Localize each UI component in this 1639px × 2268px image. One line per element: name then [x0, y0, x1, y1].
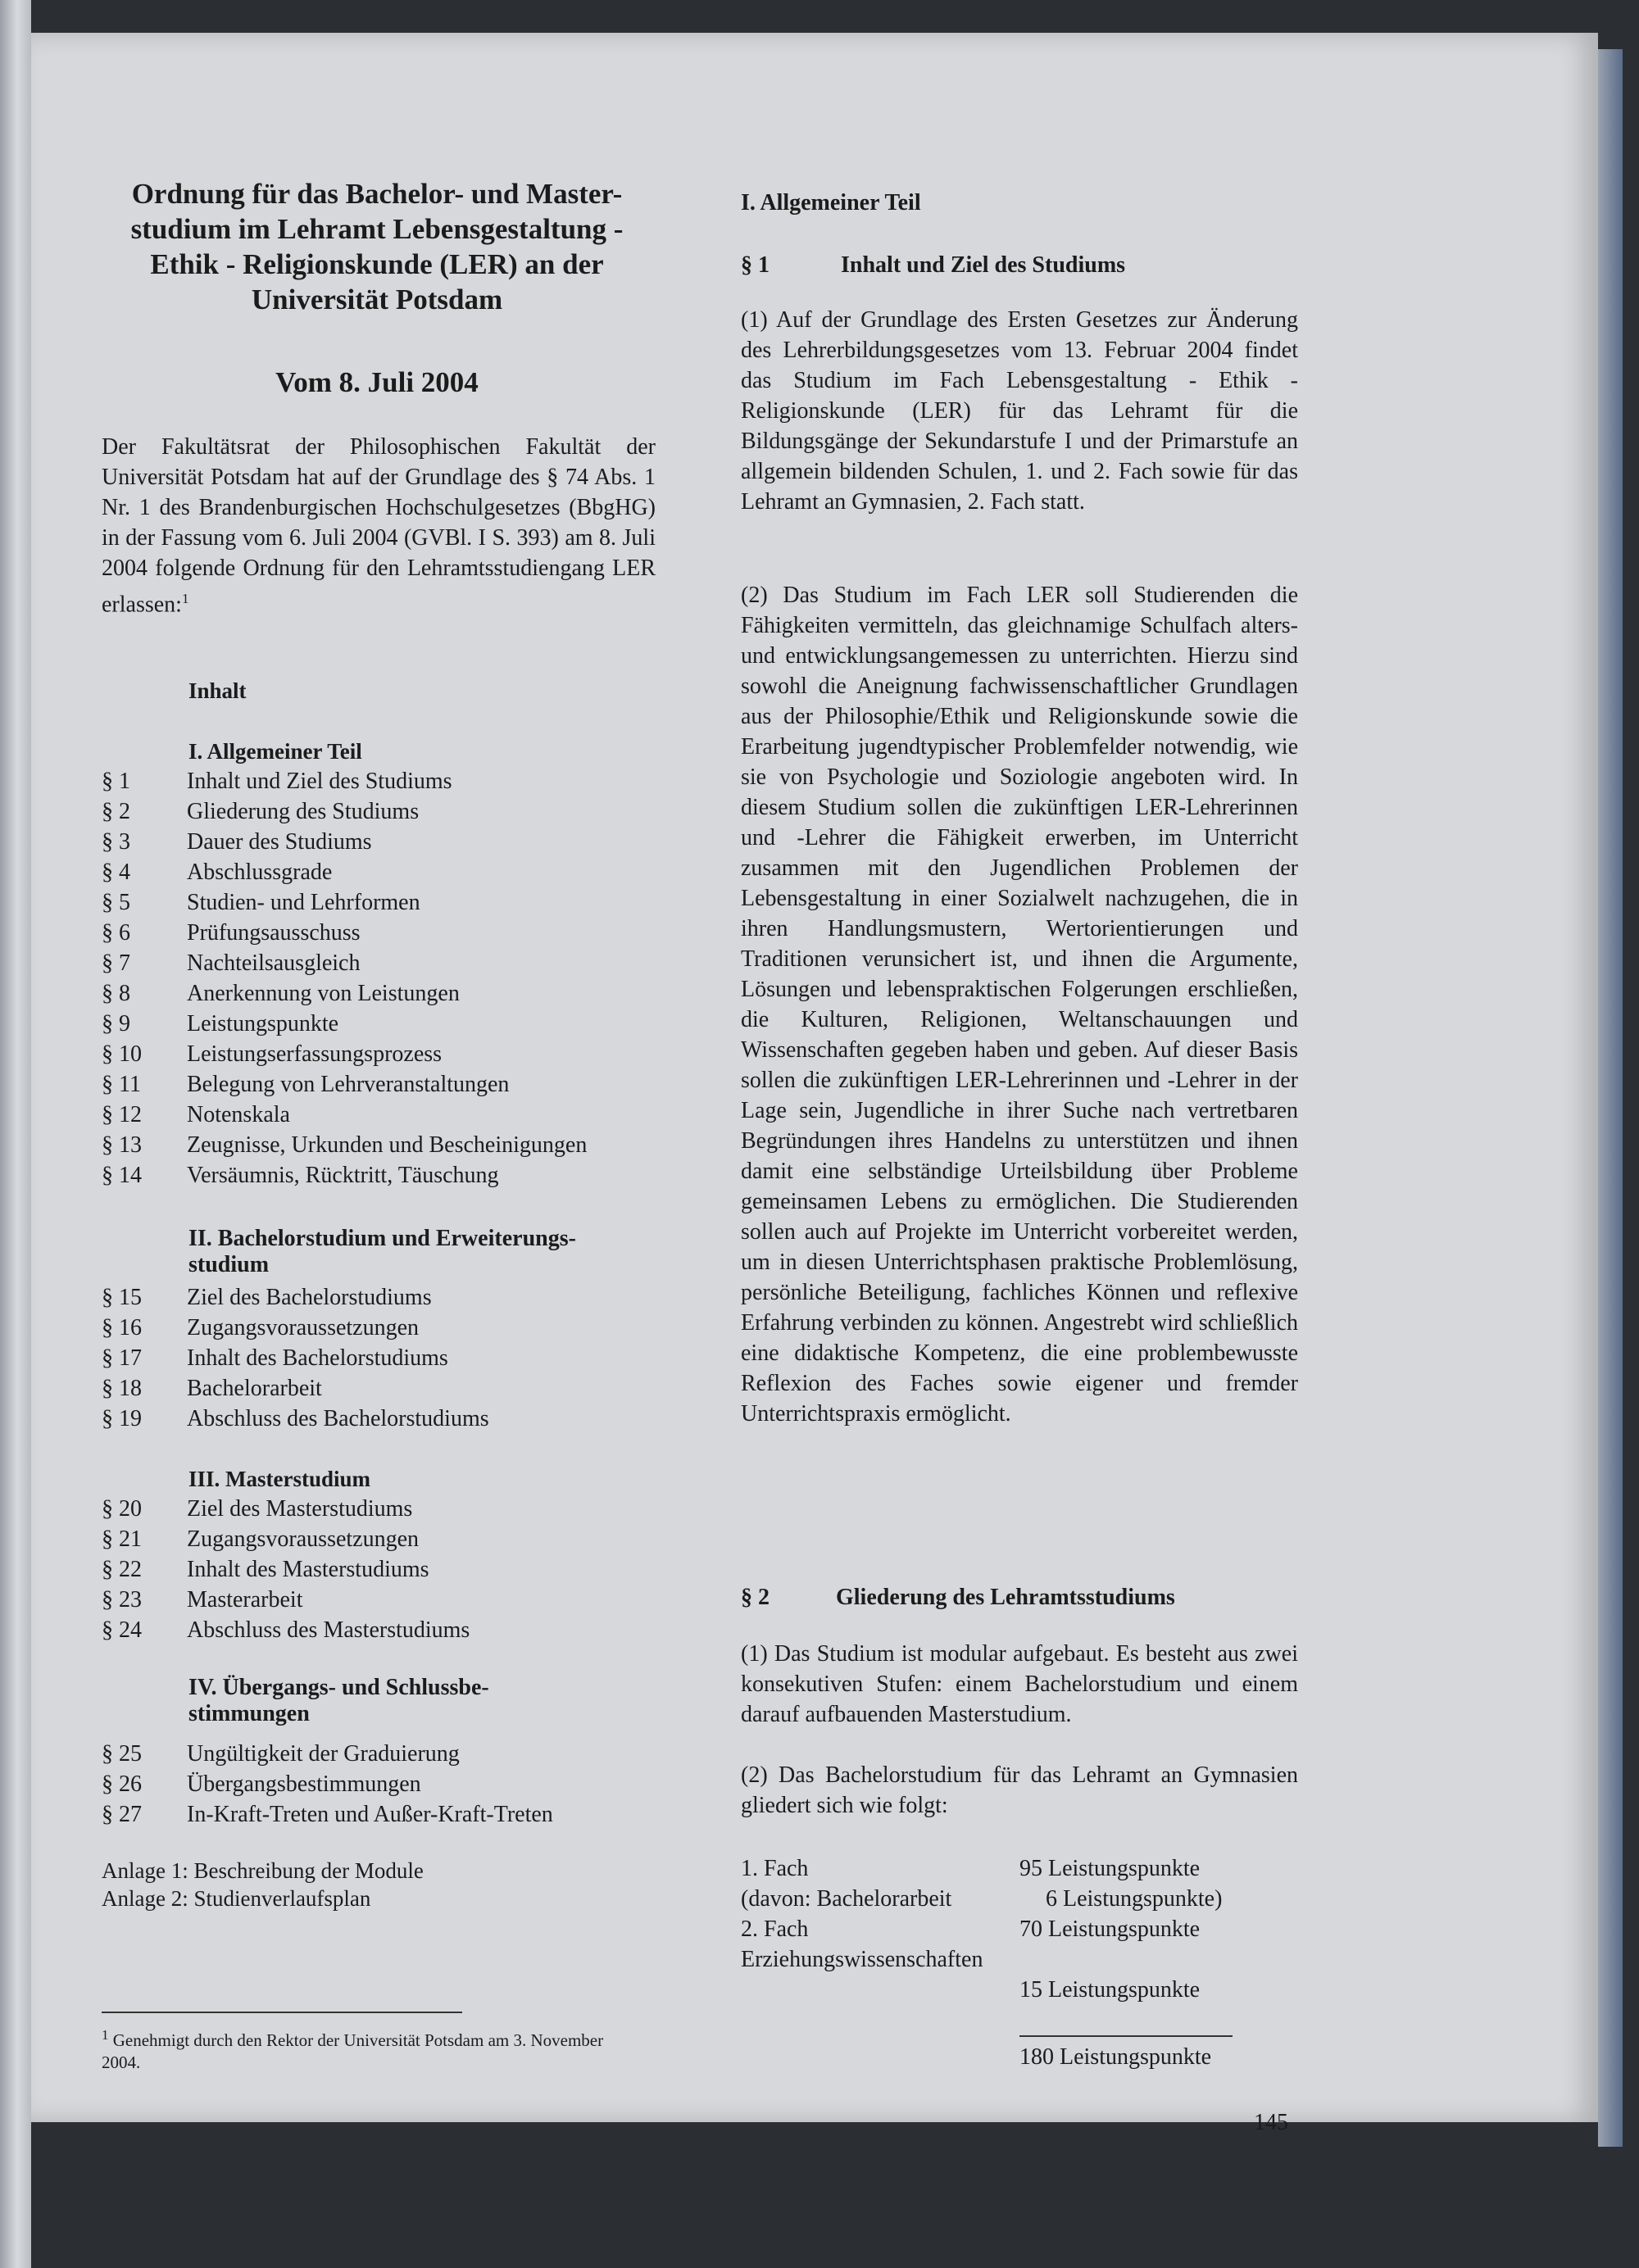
title-line: Ethik - Religionskunde (LER) an der [150, 248, 604, 280]
toc-text: Gliederung des Studiums [187, 799, 420, 824]
toc-text: Dauer des Studiums [187, 829, 372, 855]
toc-text: Ziel des Masterstudiums [187, 1496, 413, 1522]
toc-text: Abschluss des Bachelorstudiums [187, 1406, 489, 1431]
row-label: 2. Fach [741, 1916, 809, 1942]
document-date: Vom 8. Juli 2004 [275, 366, 479, 398]
table-row [741, 1914, 1298, 1944]
toc-num: § 6 [102, 920, 130, 946]
table-row [741, 1975, 1298, 2005]
toc-text: Ziel des Bachelorstudiums [187, 1285, 432, 1310]
toc-num: § 1 [102, 769, 130, 794]
heading-line: II. Bachelorstudium und Erweiterungs- [188, 1226, 576, 1251]
document-title [98, 176, 656, 317]
toc-text: Anerkennung von Leistungen [187, 981, 460, 1006]
toc-num: § 20 [102, 1496, 142, 1522]
toc-num: § 10 [102, 1041, 142, 1067]
toc-text: Zugangsvoraussetzungen [187, 1526, 420, 1552]
table-row [741, 1884, 1298, 1914]
toc-num: § 15 [102, 1285, 142, 1310]
toc-text: Übergangsbestimmungen [187, 1771, 421, 1797]
section2-number: § 2 [741, 1585, 770, 1610]
toc-text: Zugangsvoraussetzungen [187, 1315, 420, 1340]
row-label: (davon: Bachelorarbeit [741, 1886, 952, 1912]
toc-num: § 12 [102, 1102, 142, 1127]
toc-text: Leistungserfassungsprozess [187, 1041, 443, 1067]
toc-num: § 13 [102, 1132, 142, 1158]
footnote-mark: 1 [102, 2027, 109, 2043]
anlage-item: Anlage 2: Studienverlaufsplan [102, 1886, 371, 1911]
page-number: 145 [1254, 2110, 1288, 2135]
toc-num: § 19 [102, 1406, 142, 1431]
toc-num: § 17 [102, 1345, 142, 1371]
toc-num: § 16 [102, 1315, 142, 1340]
toc-heading: Inhalt [188, 678, 247, 703]
section1-paragraph2: (2) Das Studium im Fach LER soll Studierenden die Fähigkeiten vermitteln, das gleichnamige Schulfach alters- und entwicklungsangemessen zu unterrichten. Hierzu sind sowohl die Aneignung fachwissenschaftlicher Grundlagen aus der Philosophie/Ethik und Religionskunde sowie die Erarbeitung jugendtypischer Problemfelder notwendig, wie sie von Psychologie und Soziologie angeboten wird. In diesem Studium sollen die zukünftigen LER-Lehrerinnen und -Lehrer die Fähigkeit erwerben, im Unterricht zusammen mit den Jugendlichen Problemen der Lebensgestaltung in einer Sozialwelt nachzugehen, die in ihren Handlungsmustern, Wertorientierungen und Traditionen verunsichert ist, und ihnen die Argumente, Lösungen und lebenspraktischen Folgerungen erschließen, die Kulturen, Religionen, Weltanschauungen und Wissenschaften gegeben haben und geben. Auf dieser Basis sollen die zukünftigen LER-Lehrerinnen und -Lehrer in der Lage sein, Jugendliche in ihrer Suche nach vertretbaren Begründungen ihres Handelns zu unterstützen und ihnen damit eine selbständige Urteilsbildung über Probleme gemeinsamen Lebens zu ermöglichen. Die Studierenden sollen auch auf Projekte im Unterricht vorbereitet werden, um in diesen Unterrichtsphasen praktische Problemlösung, persönliche Beteiligung, fachliches Können und reflexive Erfahrung verbinden zu können. Angestrebt wird schließlich eine didaktische Kompetenz, die eine problembewusste Reflexion des Faches sowie eigener und fremder Unterrichtspraxis ermöglicht. [741, 583, 1298, 1427]
toc-part2-heading [188, 1226, 656, 1278]
toc-num: § 11 [102, 1072, 141, 1097]
toc-num: § 23 [102, 1587, 142, 1613]
toc-num: § 18 [102, 1376, 142, 1401]
footnote-mark: 1 [181, 591, 189, 606]
toc-num: § 27 [102, 1802, 142, 1827]
title-line: Universität Potsdam [251, 284, 503, 315]
row-value: 6 Leistungspunkte) [1046, 1886, 1223, 1912]
section1-number: § 1 [741, 252, 770, 278]
toc-num: § 3 [102, 829, 130, 855]
footnote [102, 2024, 610, 2074]
table-row [741, 1853, 1298, 1884]
table-row [741, 1944, 1298, 1975]
toc-text: Inhalt und Ziel des Studiums [187, 769, 452, 794]
anlagen-list [102, 1857, 424, 1912]
credit-points-total: 180 Leistungspunkte [1019, 2044, 1212, 2070]
toc-text: Masterarbeit [187, 1587, 303, 1613]
footnote-divider [102, 2012, 462, 2013]
toc-num: § 25 [102, 1741, 142, 1767]
toc-text: Versäumnis, Rücktritt, Täuschung [187, 1163, 499, 1188]
row-value: 15 Leistungspunkte [1019, 1977, 1201, 2003]
section2-title: Gliederung des Lehramtsstudiums [836, 1585, 1175, 1610]
toc-text: Ungültigkeit der Graduierung [187, 1741, 460, 1767]
row-label: 1. Fach [741, 1856, 809, 1881]
intro-paragraph [102, 432, 656, 619]
toc-part4-heading [188, 1675, 656, 1727]
toc-num: § 24 [102, 1617, 142, 1643]
heading-line: studium [188, 1252, 270, 1277]
toc-num: § 7 [102, 950, 130, 976]
section2-paragraph1: (1) Das Studium ist modular aufgebaut. Es besteht aus zwei konsekutiven Stufen: einem Bachelorstudium und einem darauf aufbauenden Masterstudium. [741, 1641, 1298, 1727]
section1-title: Inhalt und Ziel des Studiums [841, 252, 1126, 278]
section2-paragraph2: (2) Das Bachelorstudium für das Lehramt an Gymnasien gliedert sich wie folgt: [741, 1762, 1298, 1818]
row-label: Erziehungswissenschaften [741, 1947, 983, 1972]
toc-text: Bachelorarbeit [187, 1376, 322, 1401]
toc-text: Abschlussgrade [187, 860, 333, 885]
toc-text: Inhalt des Bachelorstudiums [187, 1345, 448, 1371]
toc-num: § 2 [102, 799, 130, 824]
anlage-item: Anlage 1: Beschreibung der Module [102, 1858, 424, 1883]
title-line: studium im Lehramt Lebensgestaltung - [130, 213, 624, 245]
row-value: 95 Leistungspunkte [1019, 1856, 1201, 1881]
toc-num: § 5 [102, 890, 130, 915]
heading-line: stimmungen [188, 1701, 310, 1726]
toc-num: § 4 [102, 860, 130, 885]
row-value: 70 Leistungspunkte [1019, 1916, 1201, 1942]
toc-text: Belegung von Lehrveranstaltungen [187, 1072, 510, 1097]
section1-paragraph1: (1) Auf der Grundlage des Ersten Gesetzes zur Änderung des Lehrerbildungsgesetzes vom 13. Februar 2004 findet das Studium im Fach Lebensgestaltung - Ethik - Religionskunde (LER) für das Lehramt für die Bildungsgänge der Sekundarstufe I und der Primarstufe an allgemein bildenden Schulen, 1. und 2. Fach sowie für das Lehramt an Gymnasien, 2. Fach statt. [741, 307, 1298, 515]
toc-text: Zeugnisse, Urkunden und Bescheinigungen [187, 1132, 588, 1158]
part1-heading: I. Allgemeiner Teil [741, 190, 921, 215]
toc-text: Leistungspunkte [187, 1011, 339, 1036]
credit-points-table [741, 1853, 1298, 2005]
toc-num: § 26 [102, 1771, 142, 1797]
toc-part3-heading: III. Masterstudium [188, 1467, 371, 1491]
heading-line: IV. Übergangs- und Schlussbe- [188, 1675, 489, 1700]
toc-text: Prüfungsausschuss [187, 920, 361, 946]
footnote-text: Genehmigt durch den Rektor der Universität Potsdam am 3. November 2004. [102, 2030, 604, 2072]
title-line: Ordnung für das Bachelor- und Master- [131, 178, 623, 210]
toc-text: Inhalt des Masterstudiums [187, 1557, 429, 1582]
toc-num: § 8 [102, 981, 130, 1006]
toc-num: § 9 [102, 1011, 130, 1036]
toc-part1-heading: I. Allgemeiner Teil [188, 739, 362, 764]
toc-text: Abschluss des Masterstudiums [187, 1617, 470, 1643]
sum-divider [1019, 2035, 1233, 2037]
toc-text: Nachteilsausgleich [187, 950, 361, 976]
toc-text: Notenskala [187, 1102, 290, 1127]
toc-num: § 14 [102, 1163, 142, 1188]
intro-text: Der Fakultätsrat der Philosophischen Fakultät der Universität Potsdam hat auf der Grundlage des § 74 Abs. 1 Nr. 1 des Brandenburgischen Hochschulgesetzes (BbgHG) in der Fassung vom 6. Juli 2004 (GVBl. I S. 393) am 8. Juli 2004 folgende Ordnung für den Lehramtsstudiengang LER erlassen: [102, 434, 656, 618]
toc-text: In-Kraft-Treten und Außer-Kraft-Treten [187, 1802, 553, 1827]
toc-text: Studien- und Lehrformen [187, 890, 420, 915]
toc-num: § 21 [102, 1526, 142, 1552]
toc-num: § 22 [102, 1557, 142, 1582]
